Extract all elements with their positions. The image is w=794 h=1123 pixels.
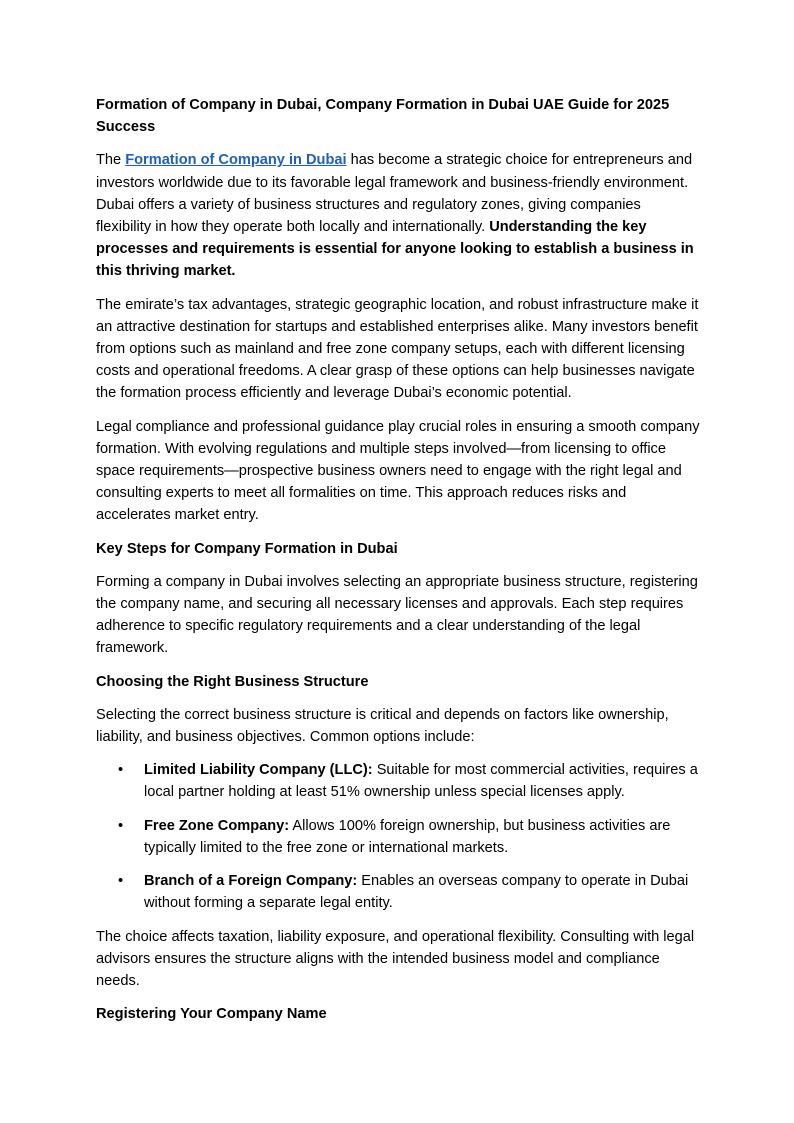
formation-link[interactable]: Formation of Company in Dubai (125, 152, 347, 169)
paragraph-choice: The choice affects taxation, liability exposure, and operational flexibility. Consulting with legal advisors ensures the structure aligns with the intended business model and compliance needs. (96, 928, 695, 989)
list-item-text: Allows 100% foreign ownership, but business activities are typically limited to the free zone or international markets. (144, 817, 671, 856)
list-item-term: Branch of a Foreign Company: (144, 873, 358, 890)
paragraph-legal-compliance: Legal compliance and professional guidance play crucial roles in ensuring a smooth company formation. With evolving regulations and multiple steps involved—from licensing to office space requirements—prospective business owners need to engage with the right legal and consulting experts to meet all formalities on time. This approach reduces risks and accelerates market entry. (96, 418, 700, 524)
intro-prefix: The (96, 152, 126, 169)
list-item-term: Free Zone Company: (144, 817, 290, 834)
heading-business-structure: Choosing the Right Business Structure (96, 673, 369, 690)
list-item-text: Enables an overseas company to operate in Dubai without forming a separate legal entity. (144, 873, 689, 912)
heading-register-name: Registering Your Company Name (96, 1006, 327, 1023)
bullet-icon: • (118, 817, 124, 834)
document-page (96, 94, 700, 1036)
list-item-term: Limited Liability Company (LLC): (144, 762, 373, 779)
list-item (96, 815, 700, 859)
paragraph-tax-advantages: The emirate’s tax advantages, strategic geographic location, and robust infrastructure make it an attractive destination for startups and established enterprises alike. Many investors benefit from options such as mainland and free zone company setups, each with different licensing costs and operational freedoms. A clear grasp of these options can help businesses navigate the formation process efficiently and leverage Dubai’s economic potential. (96, 296, 699, 402)
intro-bold-text: Understanding the key processes and requirements is essential for anyone looking to establish a business in this thriving market. (96, 219, 694, 280)
heading-key-steps: Key Steps for Company Formation in Dubai (96, 540, 398, 557)
list-item-text: Suitable for most commercial activities, requires a local partner holding at least 51% ownership unless special licenses apply. (144, 762, 698, 801)
paragraph-business-structure: Selecting the correct business structure is critical and depends on factors like ownership, liability, and business objectives. Common options include: (96, 706, 669, 746)
document-title: Formation of Company in Dubai, Company Formation in Dubai UAE Guide for 2025 Success (96, 97, 670, 136)
bullet-icon: • (118, 762, 124, 779)
intro-body: has become a strategic choice for entrepreneurs and investors worldwide due to its favorable legal framework and business-friendly environment. Dubai offers a variety of business structures and regulatory zones, giving companies flexibility in how they operate both locally and internationally. (96, 152, 693, 236)
list-item (96, 870, 700, 914)
list-item (96, 759, 700, 803)
paragraph-key-steps: Forming a company in Dubai involves selecting an appropriate business structure, registering the company name, and securing all necessary licenses and approvals. Each step requires adherence to specific regulatory requirements and a clear understanding of the legal framework. (96, 573, 698, 657)
intro-paragraph (96, 149, 700, 282)
bullet-icon: • (118, 873, 124, 890)
structure-options-list (96, 759, 700, 914)
